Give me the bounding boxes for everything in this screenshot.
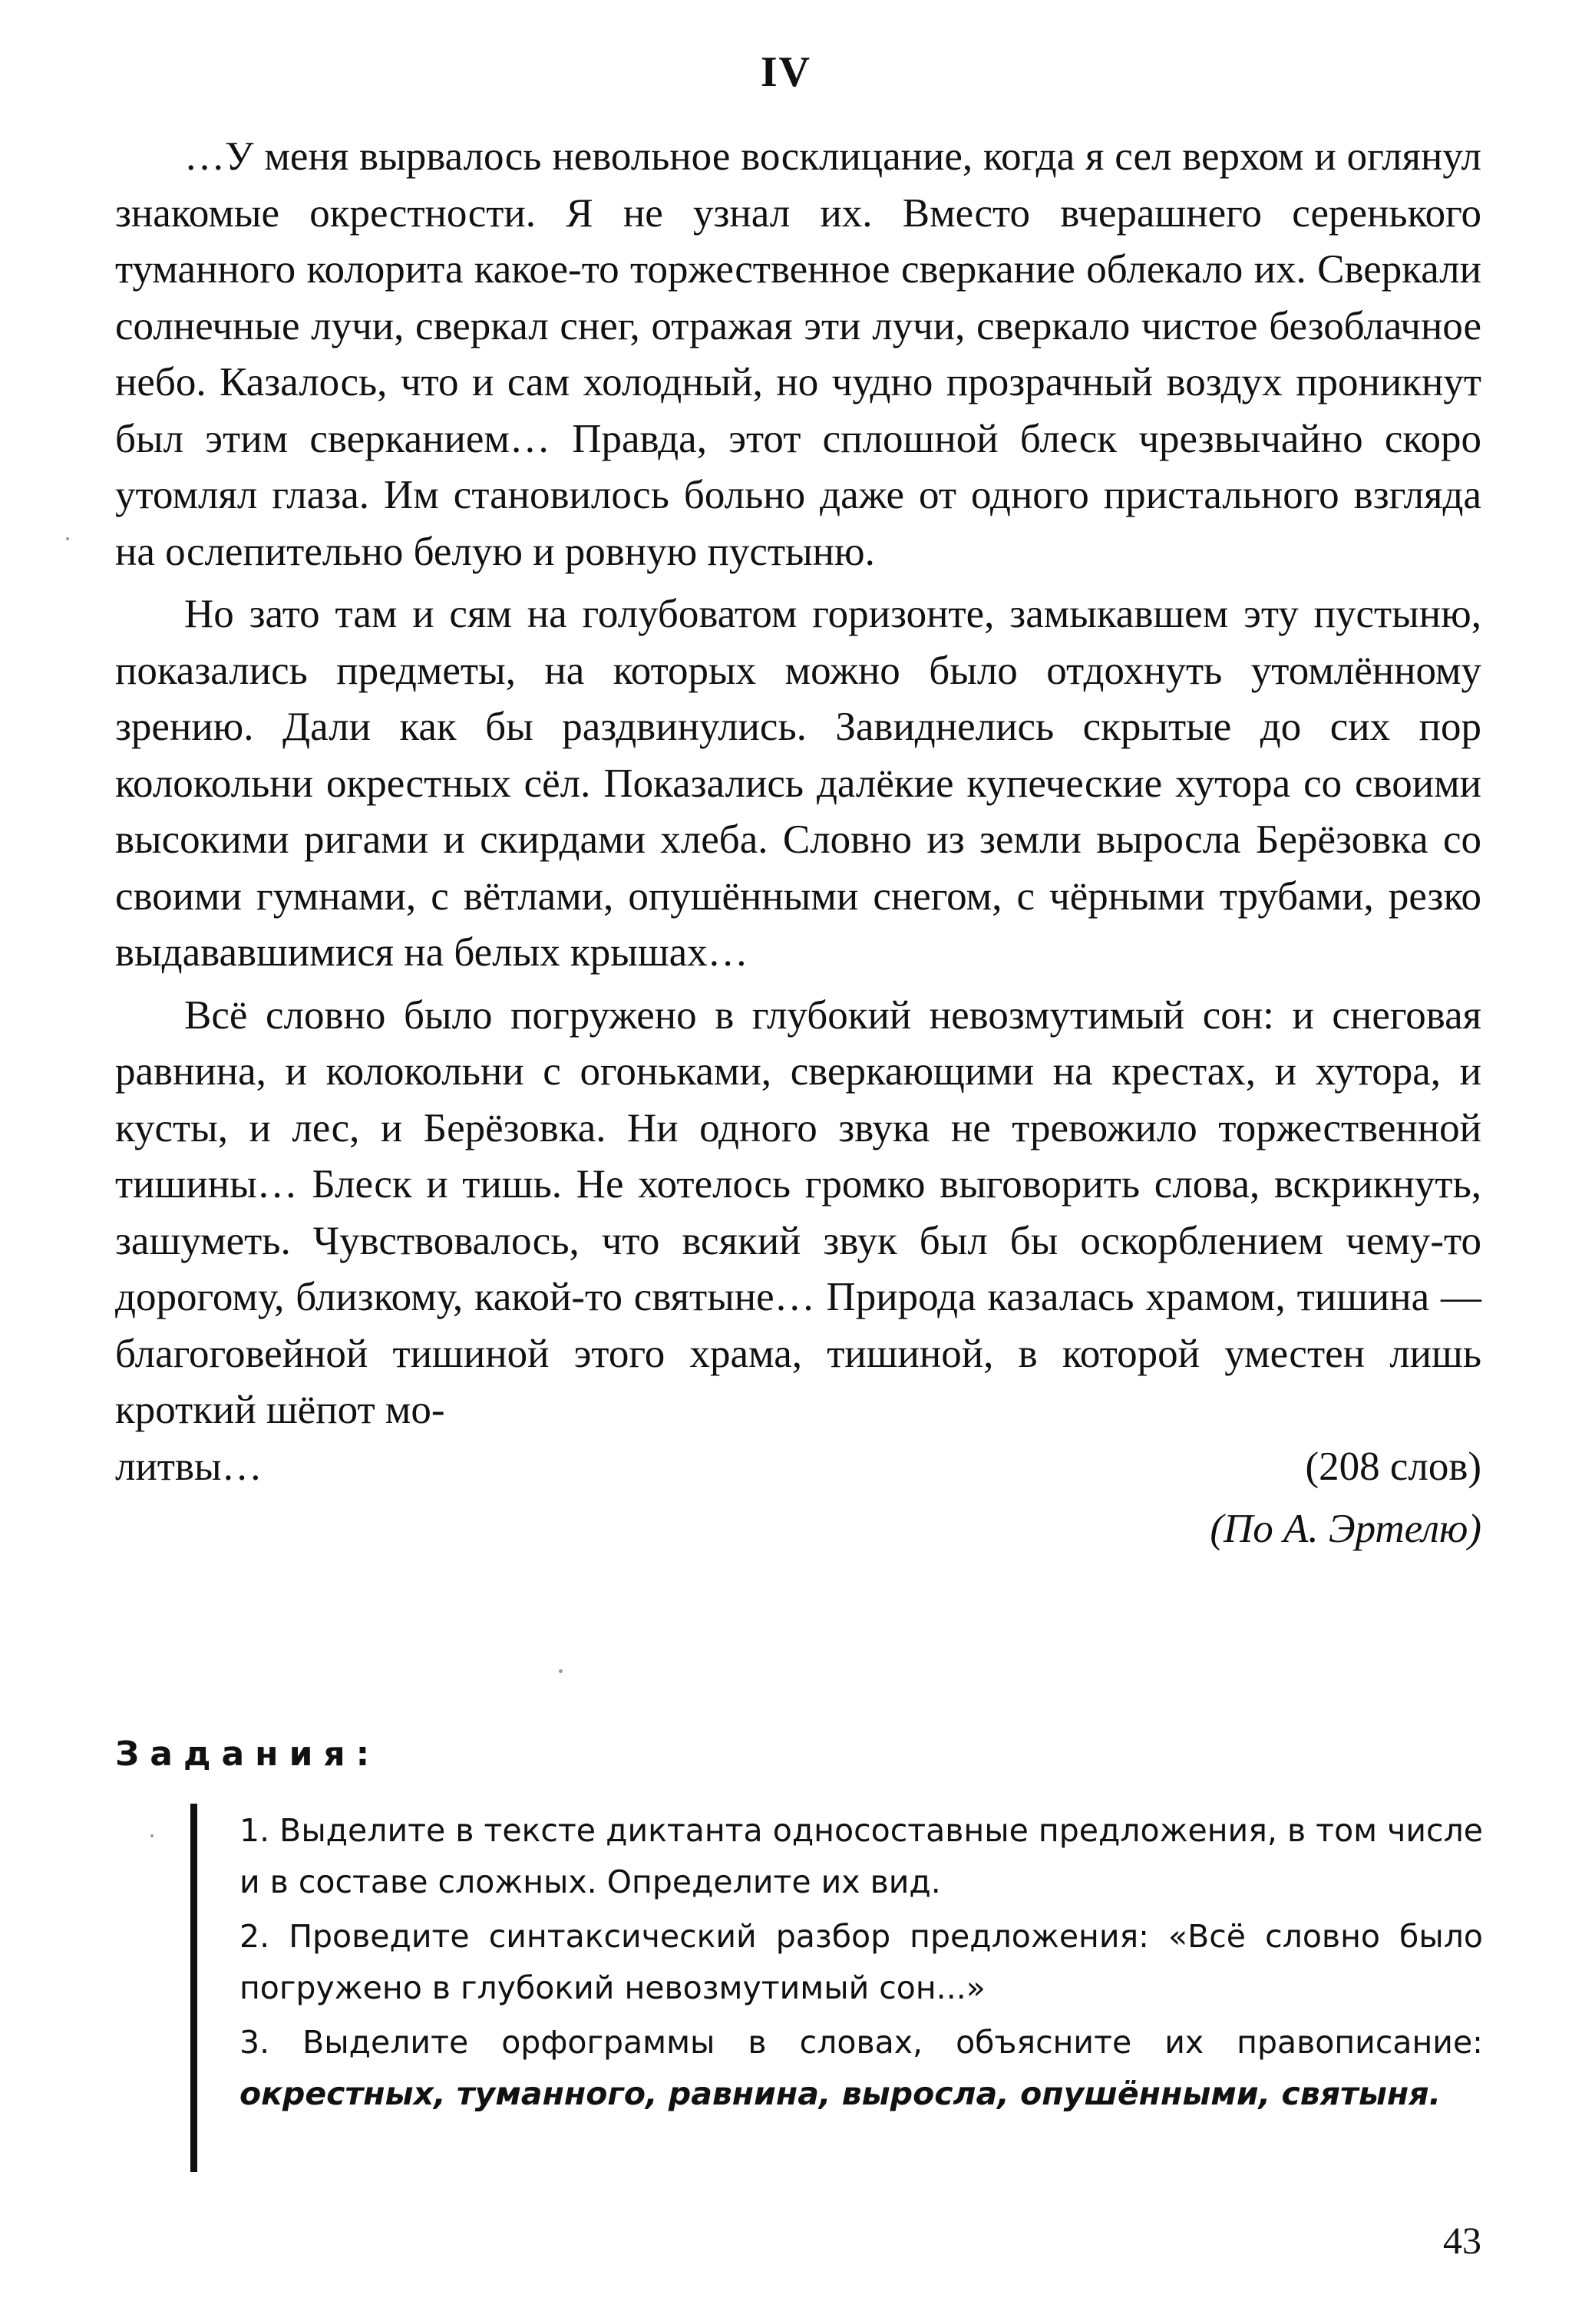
paragraph-1: …У меня вырвалось невольное восклицание, когда я сел верхом и оглянул знакомые окрестности. Я не узнал их. Вместо вчерашнего серенького туманного колорита какое-то торжественное сверкание облекало их. Сверкали солнечные лучи, сверкал снег, отражая эти лучи, сверкало чистое безоблачное небо. Казалось, что и сам холодный, но чудно прозрачный воздух проникнут был этим сверканием… Правда, этот сплошной блеск чрезвычайно скоро утомлял глаза. Им становилось больно даже от одного пристального взгляда на ослепительно белую и ровную пустыню. xyxy=(115,134,1481,574)
task-item-1 xyxy=(239,1805,1483,1908)
task-item-2 xyxy=(239,1911,1483,2014)
paragraph-2: Но зато там и сям на голубоватом горизонте, замыкавшем эту пустыню, показались предметы, на которых можно было отдохнуть утомлённому зрению. Дали как бы раздвинулись. Завиднелись скрытые до сих пор колокольни окрестных сёл. Показались далёкие купеческие хутора со своими высокими ригами и скирдами хлеба. Словно из земли выросла Берёзовка со своими гумнами, с вётлами, опушёнными снегом, с чёрными трубами, резко выдававшимися на белых крышах… xyxy=(115,592,1481,975)
scan-speck xyxy=(150,1834,154,1837)
dictation-text xyxy=(115,129,1481,1558)
scan-speck xyxy=(559,1669,563,1673)
tasks-margin-bar xyxy=(190,1804,197,2172)
paragraph-3: Всё словно было погружено в глубокий невозмутимый сон: и снеговая равнина, и колокольни с огоньками, сверкающими на крестах, и хутора, и кусты, и лес, и Берёзовка. Ни одного звука не тревожило торжественной тишины… Блеск и тишь. Не хотелось громко выговорить слова, вскрикнуть, зашуметь. Чувствовалось, что всякий звук был бы оскорблением чему-то дорогому, близкому, какой-то святыне… Природа казалась храмом, тишина — благоговейной тишиной этого храма, тишиной, в которой уместен лишь кроткий шёпот мо- xyxy=(115,992,1481,1432)
task-3-text: 3. Выделите орфограммы в словах, объясните их правописание: xyxy=(239,2024,1483,2061)
tasks-list xyxy=(239,1805,1483,2120)
tasks-heading: Задания: xyxy=(115,1735,381,1774)
task-1-text: 1. Выделите в тексте диктанта односоставные предложения, в том числе и в составе сложных. Определите их вид. xyxy=(239,1812,1483,1900)
last-line-text: литвы… xyxy=(115,1444,263,1489)
closing-line xyxy=(115,1439,1481,1496)
task-item-3 xyxy=(239,2017,1483,2120)
scan-speck xyxy=(66,537,69,540)
page-number: 43 xyxy=(1443,2219,1481,2262)
section-number: IV xyxy=(760,48,812,96)
attribution: (По А. Эртелю) xyxy=(1210,1507,1481,1551)
task-3-words: окрестных, туманного, равнина, выросла, опушёнными, святыня. xyxy=(239,2075,1442,2112)
word-count: (208 слов) xyxy=(1305,1444,1481,1489)
task-2-text: 2. Проведите синтаксический разбор предложения: «Всё словно было погружено в глубокий невозмутимый сон...» xyxy=(239,1918,1483,2006)
